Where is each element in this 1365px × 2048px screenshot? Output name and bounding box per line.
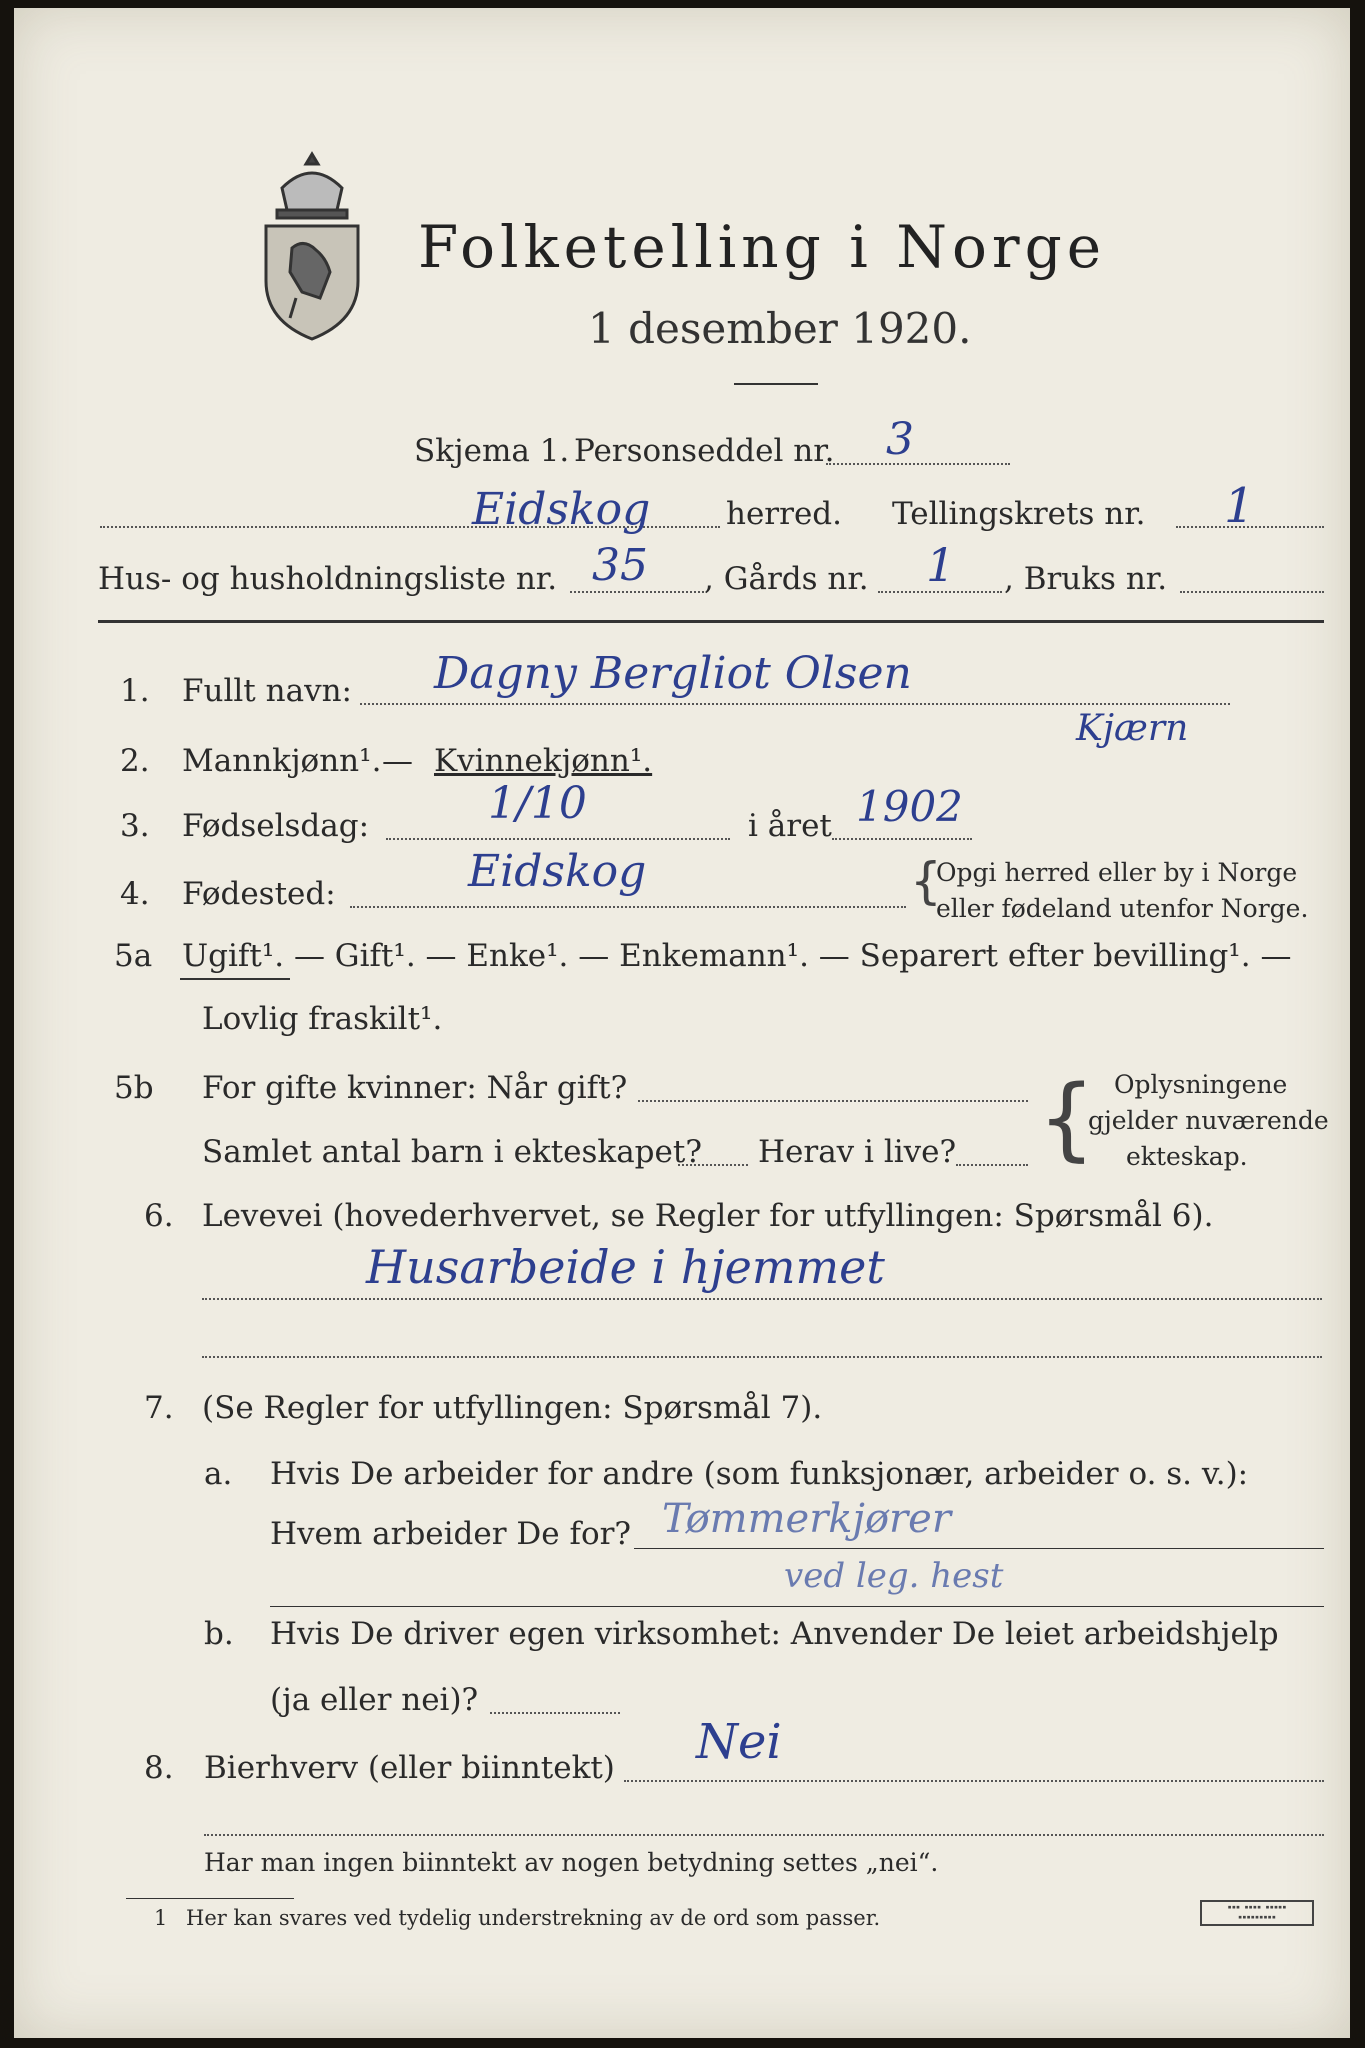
q6-label: Levevei (hovederhvervet, se Regler for utfyllingen: Spørsmål 6). — [202, 1198, 1214, 1234]
schema-label: Skjema 1. — [414, 433, 570, 469]
gards-value: 1 — [926, 538, 956, 592]
q4-brace: { — [910, 852, 942, 910]
q6-number: 6. — [144, 1198, 174, 1234]
q7a-question: Hvem arbeider De for? — [270, 1516, 632, 1552]
q4-number: 4. — [120, 876, 150, 912]
full-name-extra: Kjærn — [1076, 708, 1189, 749]
q5b-note-1: Oplysningene — [1114, 1070, 1288, 1099]
sex-male: Mannkjønn¹. — [182, 743, 382, 779]
q7b-letter: b. — [204, 1616, 234, 1652]
q8-number: 8. — [144, 1750, 174, 1786]
tellingskrets-value: 1 — [1224, 478, 1255, 534]
husliste-label: Hus- og husholdningsliste nr. — [98, 561, 558, 597]
q7b-label: Hvis De driver egen virksomhet: Anvender De leiet arbeidshjelp — [270, 1616, 1279, 1652]
occupation-value: Husarbeide i hjemmet — [366, 1240, 885, 1294]
birthday-value: 1/10 — [488, 778, 587, 829]
coat-of-arms-icon — [252, 148, 372, 343]
bruks-label: , Bruks nr. — [1004, 561, 1168, 597]
birth-year-value: 1902 — [856, 782, 963, 831]
employer-value: Tømmerkjører — [662, 1496, 951, 1542]
header-rule — [98, 620, 1324, 623]
printer-stamp: ▪▪▪ ▪▪▪▪ ▪▪▪▪▪ ▪▪▪▪▪▪▪▪▪ — [1200, 1900, 1314, 1926]
q4-note-1: Opgi herred eller by i Norge — [936, 858, 1298, 887]
ugift-underline — [180, 978, 290, 980]
employer-value-2: ved leg. hest — [784, 1556, 1004, 1596]
q7a-label: Hvis De arbeider for andre (som funksjonær, arbeider o. s. v.): — [270, 1456, 1249, 1492]
personseddel-label: Personseddel nr. — [574, 433, 835, 469]
marital-options: Ugift¹. — Gift¹. — Enke¹. — Enkemann¹. — Separert efter bevilling¹. — — [182, 938, 1292, 974]
form-title: Folketelling i Norge — [418, 213, 1107, 281]
q5b-label-3: Herav i live? — [758, 1134, 957, 1170]
q5a-number: 5a — [114, 938, 153, 974]
q5b-label-1: For gifte kvinner: Når gift? — [202, 1070, 628, 1106]
q5b-number: 5b — [114, 1070, 154, 1106]
side-income-value: Nei — [696, 1714, 782, 1770]
q7b-question: (ja eller nei)? — [270, 1682, 479, 1718]
sex-dash: — — [382, 743, 413, 779]
q5b-note-2: gjelder nuværende — [1088, 1106, 1329, 1135]
q3-year-label: i året — [748, 808, 832, 844]
q3-number: 3. — [120, 808, 150, 844]
q5b-note-3: ekteskap. — [1126, 1142, 1248, 1171]
footnote-number: 1 — [154, 1906, 168, 1930]
q7-label: (Se Regler for utfyllingen: Spørsmål 7). — [202, 1390, 823, 1426]
q5b-brace: { — [1038, 1066, 1096, 1171]
marital-options-2: Lovlig fraskilt¹. — [202, 1001, 443, 1037]
q7a-letter: a. — [204, 1456, 233, 1492]
full-name-value: Dagny Bergliot Olsen — [434, 648, 912, 699]
title-rule — [734, 383, 818, 385]
tellingskrets-label: Tellingskrets nr. — [892, 496, 1146, 532]
q4-label: Fødested: — [182, 876, 336, 912]
q5b-label-2: Samlet antal barn i ekteskapet? — [202, 1134, 702, 1170]
q7-number: 7. — [144, 1390, 174, 1426]
personseddel-value: 3 — [886, 414, 914, 465]
q2-number: 2. — [120, 743, 150, 779]
footnote-text: Her kan svares ved tydelig understrekning av de ord som passer. — [186, 1906, 881, 1930]
gards-label: , Gårds nr. — [704, 561, 869, 597]
sex-female: Kvinnekjønn¹. — [434, 743, 653, 779]
census-date: 1 desember 1920. — [588, 304, 972, 353]
q3-label: Fødselsdag: — [182, 808, 370, 844]
husliste-value: 35 — [592, 540, 648, 591]
q4-note-2: eller fødeland utenfor Norge. — [936, 894, 1309, 923]
birthplace-value: Eidskog — [468, 846, 647, 897]
herred-label: herred. — [726, 496, 842, 532]
footnote-rule — [126, 1898, 294, 1899]
q1-label: Fullt navn: — [182, 673, 352, 709]
footer-note: Har man ingen biinntekt av nogen betydning settes „nei“. — [204, 1848, 939, 1877]
q1-number: 1. — [120, 673, 150, 709]
q8-label: Bierhverv (eller biinntekt) — [204, 1750, 615, 1786]
census-form — [14, 8, 1350, 2038]
herred-value: Eidskog — [472, 484, 651, 535]
